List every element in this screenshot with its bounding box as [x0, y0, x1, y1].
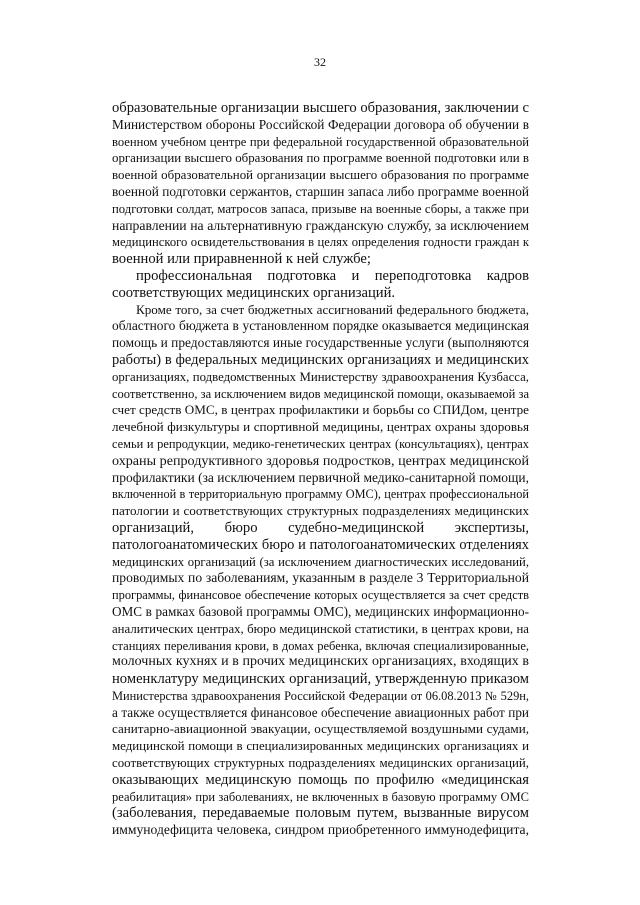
text-line: Министерством обороны Российской Федерации договора об обучении в [112, 116, 529, 132]
text-line: направлении на альтернативную гражданскую службу, за исключением [112, 217, 529, 233]
text-line: Кроме того, за счет бюджетных ассигнований федерального бюджета, [136, 301, 529, 317]
text-line: лечебной физкультуры и спортивной медицины, центрах охраны здоровья [112, 419, 529, 435]
text-line: программы, финансовое обеспечение которых осуществляется за счет средств [112, 588, 529, 603]
text-line: соответствующих медицинских организаций. [112, 284, 396, 301]
text-line: военной или приравненной к ней службе; [112, 251, 371, 268]
text-line: санитарно-авиационной эвакуации, осуществляемой воздушными судами, [112, 721, 529, 737]
text-line: ОМС в рамках базовой программы ОМС), медицинских информационно- [112, 603, 529, 619]
text-line: организации высшего образования по программе военной подготовки или в [112, 151, 529, 166]
text-line: оказывающих медицинскую помощь по профилю «медицинская [112, 771, 529, 788]
text-line: военной образовательной организации высшего образования по программе [112, 168, 529, 183]
text-line: включенной в территориальную программу ОМС), центрах профессиональной [112, 487, 529, 502]
text-line: профессиональная подготовка и переподготовка кадров [136, 267, 529, 284]
document-body [112, 100, 529, 839]
text-line: военной подготовки сержантов, старшин запаса либо программе военной [112, 183, 529, 199]
text-line: Министерства здравоохранения Российской Федерации от 06.08.2013 № 529н, [112, 688, 529, 703]
text-line: соответственно, за исключением видов медицинской помощи, оказываемой за [112, 386, 529, 401]
text-line: организаций, бюро судебно-медицинской экспертизы, [112, 519, 529, 536]
text-line: организациях, подведомственных Министерству здравоохранения Кузбасса, [112, 369, 529, 384]
text-line: семьи и репродукции, медико-генетических центрах (консультациях), центрах [112, 436, 529, 451]
text-line: иммунодефицита человека, синдром приобретенного иммунодефицита, [112, 822, 529, 838]
text-line: подготовки солдат, матросов запаса, призыве на военные сборы, а также при [112, 201, 529, 216]
page-number: 32 [314, 55, 326, 69]
text-line: соответствующих структурных подразделениях медицинских организаций, [112, 756, 529, 771]
text-line: проводимых по заболеваниям, указанным в разделе 3 Территориальной [112, 570, 529, 586]
text-line: патологии и соответствующих структурных подразделениях медицинских [112, 503, 529, 519]
text-line: молочных кухнях и в прочих медицинских организациях, входящих в [112, 654, 529, 670]
text-line: станциях переливания крови, в домах ребенка, включая специализированные, [112, 638, 529, 653]
text-line: реабилитация» при заболеваниях, не включенных в базовую программу ОМС [112, 789, 529, 804]
text-line: номенклатуру медицинских организаций, утвержденную приказом [112, 671, 529, 688]
text-line: помощь и предоставляются иные государственные услуги (выполняются [112, 335, 529, 351]
text-line: (заболевания, передаваемые половым путем, вызванные вирусом [112, 805, 529, 822]
text-line: охраны репродуктивного здоровья подростков, центрах медицинской [112, 452, 529, 469]
text-line: образовательные организации высшего образования, заключении с [112, 100, 529, 116]
text-line: а также осуществляется финансовое обеспечение авиационных работ при [112, 704, 529, 720]
text-line: областного бюджета в установленном порядке оказывается медицинская [112, 318, 529, 334]
text-line: аналитических центрах, бюро медицинской статистики, в центрах крови, на [112, 621, 529, 636]
text-line: счет средств ОМС, в центрах профилактики и борьбы со СПИДом, центре [112, 402, 529, 418]
text-line: медицинских организаций (за исключением диагностических исследований, [112, 554, 529, 569]
text-line: военном учебном центре при федеральной государственной образовательной [112, 134, 529, 149]
text-line: медицинского освидетельствования в целях определения годности граждан к [112, 235, 529, 250]
text-line: патологоанатомических бюро и патологоанатомических отделениях [112, 536, 529, 553]
text-line: профилактики (за исключением первичной медико-санитарной помощи, [112, 469, 529, 485]
text-line: работы) в федеральных медицинских организациях и медицинских [112, 351, 529, 368]
text-line: медицинской помощи в специализированных медицинских организациях и [112, 739, 529, 754]
